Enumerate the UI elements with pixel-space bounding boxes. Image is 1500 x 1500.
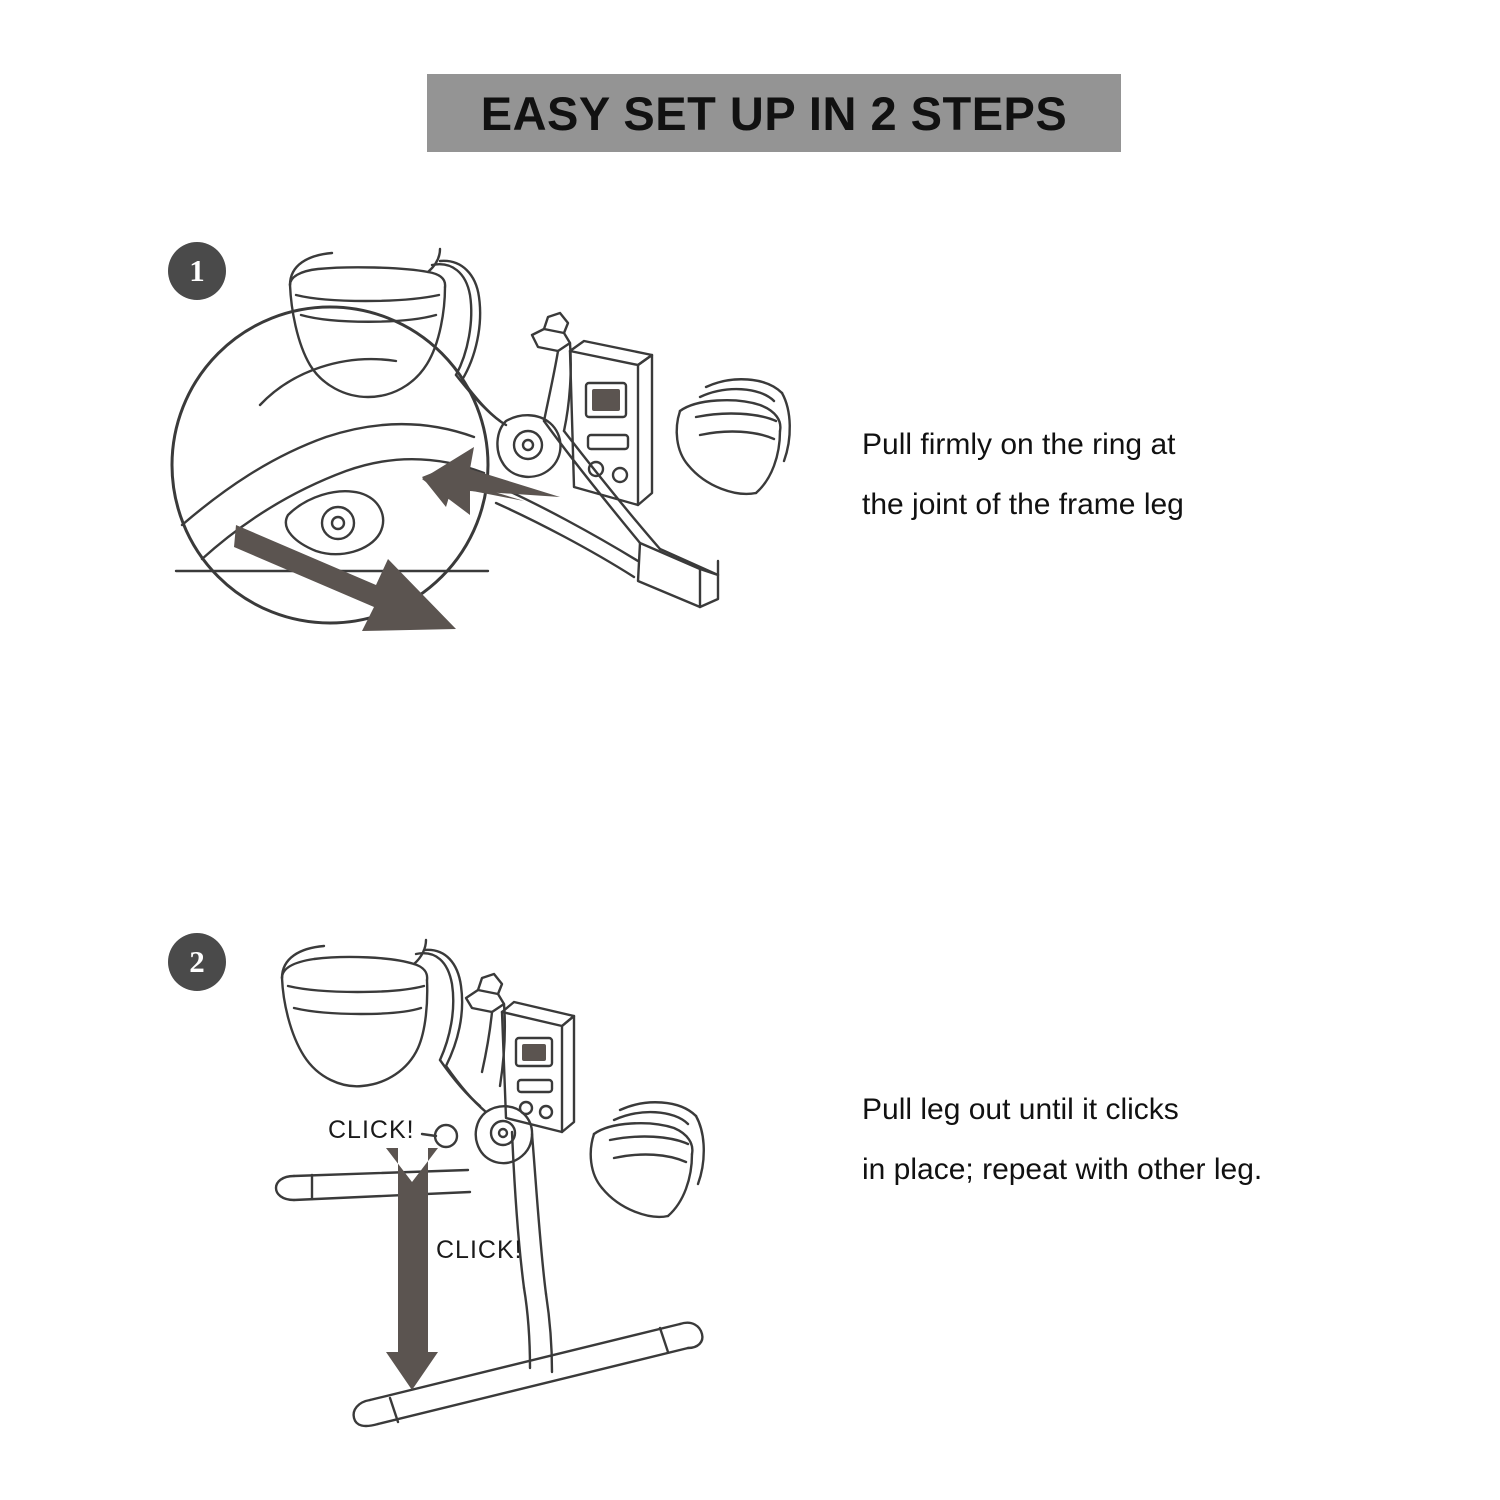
click-label-1: CLICK! xyxy=(328,1116,415,1144)
step-1-block xyxy=(0,215,1500,735)
step-1-caption xyxy=(862,415,1184,535)
step-number-badge-1: 1 xyxy=(168,242,226,300)
page-title: EASY SET UP IN 2 STEPS xyxy=(480,86,1068,140)
step-2-block xyxy=(0,910,1500,1470)
step-1-caption-line2: the joint of the frame leg xyxy=(862,488,1184,521)
step-2-caption xyxy=(862,1080,1262,1200)
step-1-illustration xyxy=(140,225,860,730)
step-2-caption-line2: in place; repeat with other leg. xyxy=(862,1153,1263,1186)
header-banner xyxy=(427,74,1121,152)
step-2-caption-line1: Pull leg out until it clicks xyxy=(862,1093,1179,1126)
step-1-caption-line1: Pull firmly on the ring at xyxy=(862,428,1176,461)
step-number-badge-2: 2 xyxy=(168,933,226,991)
click-label-2: CLICK! xyxy=(436,1236,523,1264)
step-2-illustration xyxy=(250,920,870,1465)
